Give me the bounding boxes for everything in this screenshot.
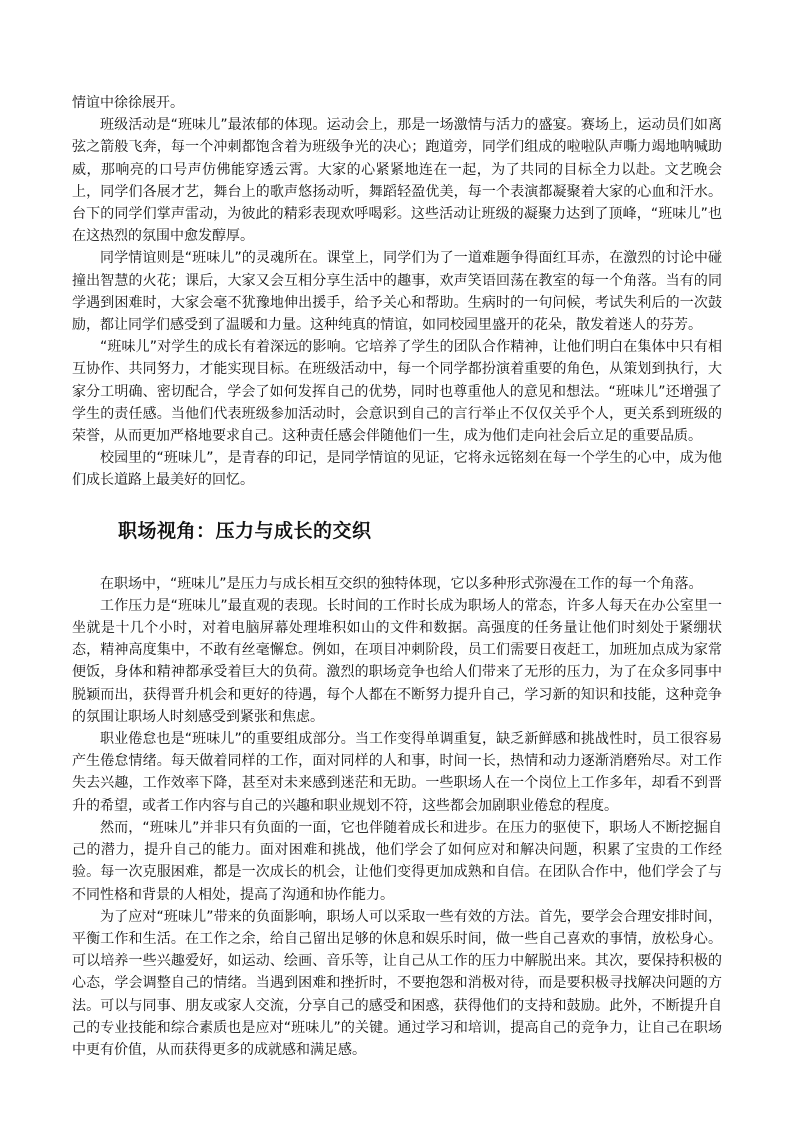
paragraph-growth: 然而，“班味儿”并非只有负面的一面，它也伴随着成长和进步。在压力的驱使下，职场人不断挖掘自己的潜力，提升自己的能力。面对困难和挑战，他们学会了如何应对和解决问题，积累了宝贵的工作经验。每一次克服困难，都是一次成长的机会，让他们变得更加成熟和自信。在团队合作中，他们学会了与不同性格和背景的人相处，提高了沟通和协作能力。 xyxy=(72,819,722,903)
paragraph-classmate-friendship: 同学情谊则是“班味儿”的灵魂所在。课堂上，同学们为了一道难题争得面红耳赤，在激烈的讨论中碰撞出智慧的火花；课后，大家又会互相分享生活中的趣事，欢声笑语回荡在教室的每一个角落。当有的同学遇到困难时，大家会毫不犹豫地伸出援手，给予关心和帮助。生病时的一句问候，考试失利后的一次鼓励，都让同学们感受到了温暖和力量。这种纯真的情谊，如同校园里盛开的花朵，散发着迷人的芬芳。 xyxy=(72,250,722,334)
paragraph-campus-conclusion: 校园里的“班味儿”，是青春的印记，是同学情谊的见证，它将永远铭刻在每一个学生的心中，成为他们成长道路上最美好的回忆。 xyxy=(72,450,722,489)
paragraph-work-pressure: 工作压力是“班味儿”最直观的表现。长时间的工作时长成为职场人的常态，许多人每天在办公室里一坐就是十几个小时，对着电脑屏幕处理堆积如山的文件和数据。高强度的任务量让他们时刻处于紧绷状态，精神高度集中，不敢有丝毫懈怠。例如，在项目冲刺阶段，员工们需要日夜赶工，加班加点成为家常便饭，身体和精神都承受着巨大的负荷。激烈的职场竞争也给人们带来了无形的压力，为了在众多同事中脱颖而出，获得晋升机会和更好的待遇，每个人都在不断努力提升自己，学习新的知识和技能，这种竞争的氛围让职场人时刻感受到紧张和焦虑。 xyxy=(72,597,722,725)
section-heading-workplace: 职场视角：压力与成长的交织 xyxy=(118,519,372,542)
paragraph-continuation: 情谊中徐徐展开。 xyxy=(72,95,184,111)
paragraph-class-activities: 班级活动是“班味儿”最浓郁的体现。运动会上，那是一场激情与活力的盛宴。赛场上，运动员们如离弦之箭般飞奔，每一个冲刺都饱含着为班级争光的决心；跑道旁，同学们组成的啦啦队声嘶力竭地呐喊助威，那响亮的口号声仿佛能穿透云霄。大家的心紧紧地连在一起，为了共同的目标全力以赴。文艺晚会上，同学们各展才艺，舞台上的歌声悠扬动听，舞蹈轻盈优美，每一个表演都凝聚着大家的心血和汗水。台下的同学们掌声雷动，为彼此的精彩表现欢呼喝彩。这些活动让班级的凝聚力达到了顶峰，“班味儿”也在这热烈的氛围中愈发醇厚。 xyxy=(72,117,722,245)
paragraph-job-burnout: 职业倦怠也是“班味儿”的重要组成部分。当工作变得单调重复，缺乏新鲜感和挑战性时，员工很容易产生倦怠情绪。每天做着同样的工作，面对同样的人和事，时间一长，热情和动力逐渐消磨殆尽。对工作失去兴趣，工作效率下降，甚至对未来感到迷茫和无助。一些职场人在一个岗位上工作多年，却看不到晋升的希望，或者工作内容与自己的兴趣和职业规划不符，这些都会加剧职业倦怠的程度。 xyxy=(72,731,722,814)
paragraph-coping-methods: 为了应对“班味儿”带来的负面影响，职场人可以采取一些有效的方法。首先，要学会合理安排时间，平衡工作和生活。在工作之余，给自己留出足够的休息和娱乐时间，做一些自己喜欢的事情，放松身心。可以培养一些兴趣爱好，如运动、绘画、音乐等，让自己从工作的压力中解脱出来。其次，要保持积极的心态，学会调整自己的情绪。当遇到困难和挫折时，不要抱怨和消极对待，而是要积极寻找解决问题的方法。可以与同事、朋友或家人交流，分享自己的感受和困惑，获得他们的支持和鼓励。此外，不断提升自己的专业技能和综合素质也是应对“班味儿”的关键。通过学习和培训，提高自己的竞争力，让自己在职场中更有价值，从而获得更多的成就感和满足感。 xyxy=(72,908,722,1058)
paragraph-workplace-intro: 在职场中，“班味儿”是压力与成长相互交织的独特体现，它以多种形式弥漫在工作的每一个角落。 xyxy=(100,575,703,592)
paragraph-influence-on-growth: “班味儿”对学生的成长有着深远的影响。它培养了学生的团队合作精神，让他们明白在集体中只有相互协作、共同努力，才能实现目标。在班级活动中，每一个同学都扮演着重要的角色，从策划到执行，大家分工明确、密切配合，学会了如何发挥自己的优势，同时也尊重他人的意见和想法。“班味儿”还增强了学生的责任感。当他们代表班级参加活动时，会意识到自己的言行举止不仅仅关乎个人，更关系到班级的荣誉，从而更加严格地要求自己。这种责任感会伴随他们一生，成为他们走向社会后立足的重要品质。 xyxy=(72,339,722,445)
